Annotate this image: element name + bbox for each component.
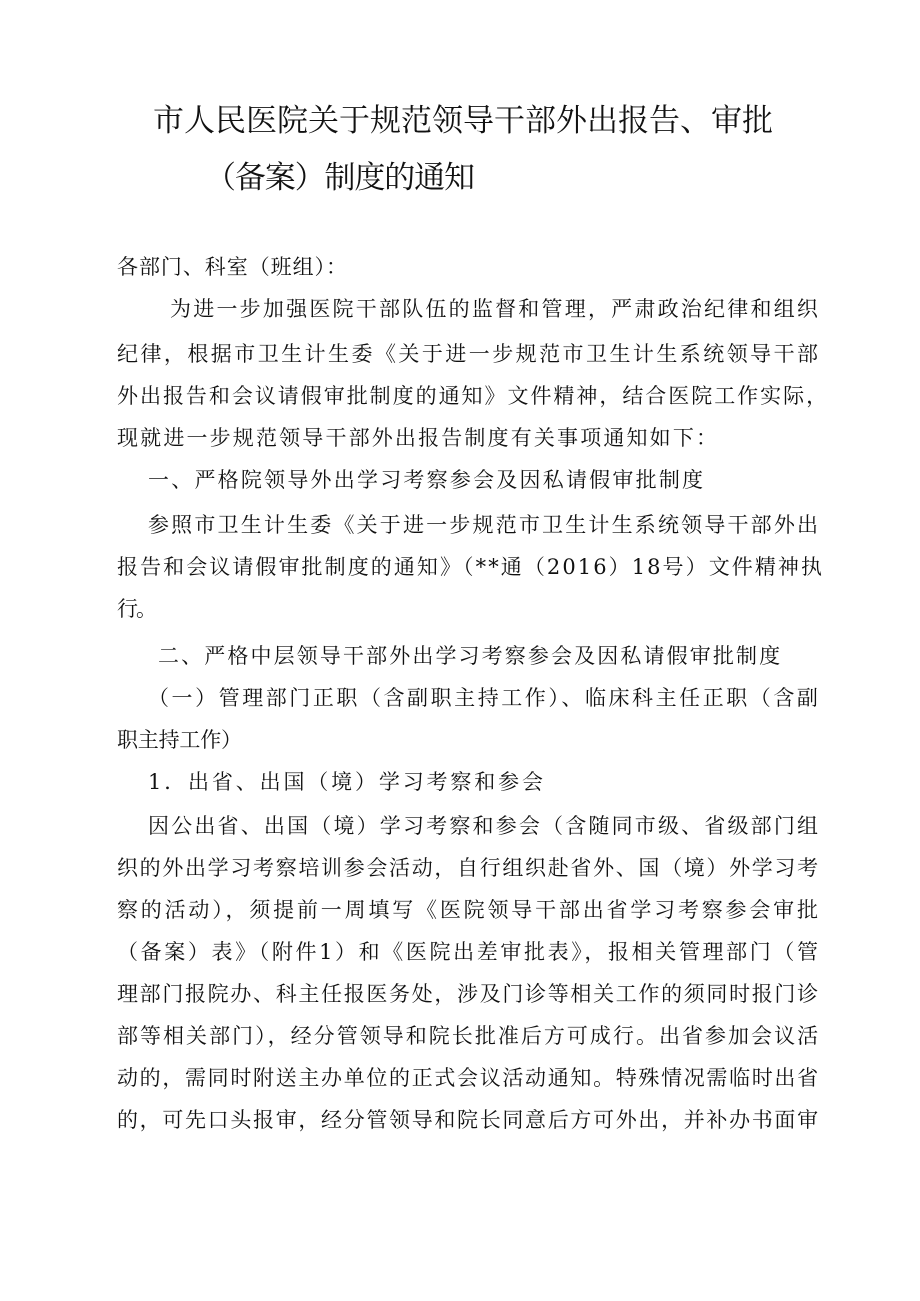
paragraph-line: 纪律，根据市卫生计生委《关于进一步规范市卫生计生系统领导干部	[117, 342, 821, 366]
paragraph-line: （备案）表》（附件1）和《医院出差审批表》，报相关管理部门（管	[117, 940, 821, 964]
paragraph-line: 报告和会议请假审批制度的通知》（**通（2016）18号）文件精神执	[117, 555, 825, 579]
paragraph-line: 因公出省、出国（境）学习考察和参会（含随同市级、省级部门组	[148, 814, 821, 838]
item-heading: 1．出省、出国（境）学习考察和参会	[148, 770, 546, 794]
paragraph-line: 部等相关部门），经分管领导和院长批准后方可成行。出省参加会议活	[117, 1024, 821, 1048]
section-heading: 二、严格中层领导干部外出学习考察参会及因私请假审批制度	[158, 644, 783, 668]
paragraph-line: 织的外出学习考察培训参会活动，自行组织赴省外、国（境）外学习考	[117, 856, 820, 880]
subsection-heading: 职主持工作）	[117, 728, 242, 752]
section-heading: 一、严格院领导外出学习考察参会及因私请假审批制度	[148, 468, 706, 492]
paragraph-line: 的，可先口头报审，经分管领导和院长同意后方可外出，并补办书面审	[117, 1108, 820, 1132]
paragraph-line: 现就进一步规范领导干部外出报告制度有关事项通知如下：	[117, 426, 720, 450]
paragraph-line: 动的，需同时附送主办单位的正式会议活动通知。特殊情况需临时出省	[117, 1066, 820, 1090]
document-title-line-1: 市人民医院关于规范领导干部外出报告、审批	[153, 103, 773, 139]
paragraph-line: 参照市卫生计生委《关于进一步规范市卫生计生系统领导干部外出	[148, 513, 821, 537]
document-title-line-2: （备案）制度的通知	[205, 160, 474, 196]
paragraph-line: 察的活动），须提前一周填写《医院领导干部出省学习考察参会审批	[117, 898, 821, 922]
paragraph-line: 外出报告和会议请假审批制度的通知》文件精神，结合医院工作实际，	[117, 384, 830, 408]
salutation: 各部门、科室（班组）：	[117, 255, 348, 279]
subsection-heading: （一）管理部门正职（含副职主持工作）、临床科主任正职（含副	[148, 686, 821, 710]
paragraph-line: 为进一步加强医院干部队伍的监督和管理，严肃政治纪律和组织	[170, 297, 821, 321]
paragraph-line: 行。	[117, 597, 155, 621]
paragraph-line: 理部门报院办、科主任报医务处，涉及门诊等相关工作的须同时报门诊	[117, 982, 820, 1006]
